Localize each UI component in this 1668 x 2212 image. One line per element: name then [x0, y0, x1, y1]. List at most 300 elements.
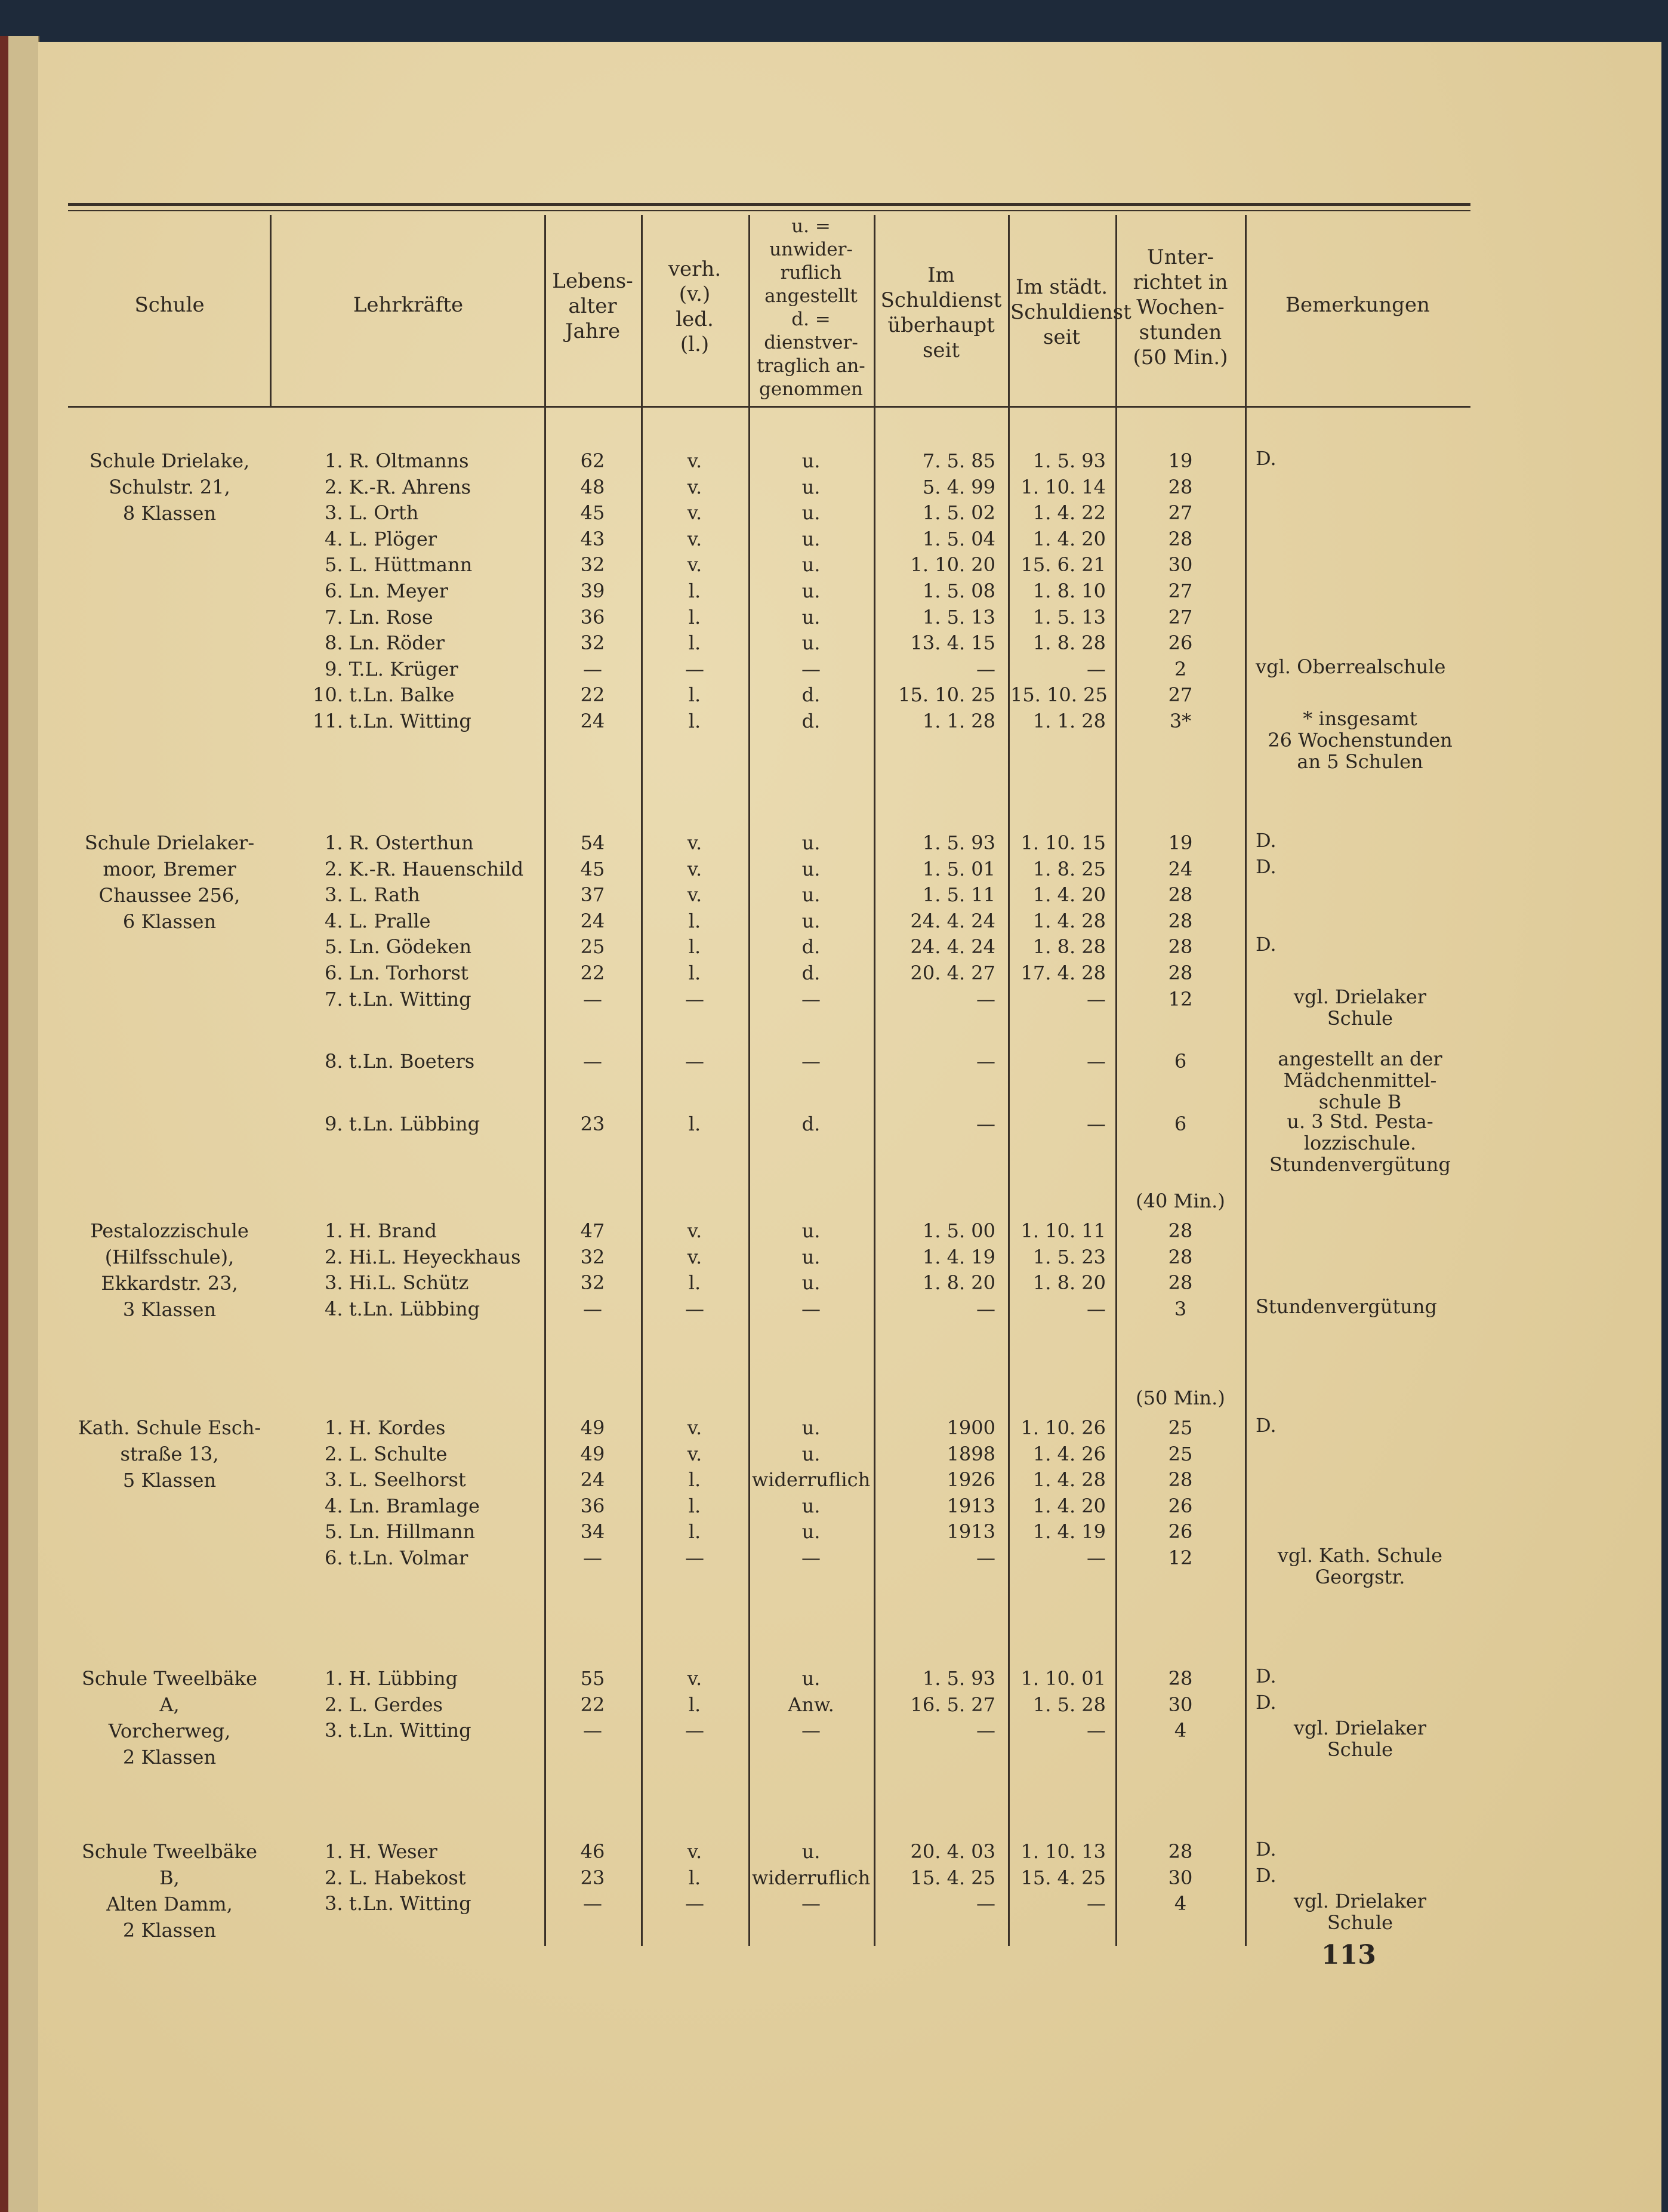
cell-h: 4 [1174, 1719, 1187, 1742]
column-divider [874, 215, 875, 1946]
cell-v: — [685, 1297, 704, 1320]
cell-d2: 1. 5. 93 [1032, 449, 1106, 472]
cell-a: 32 [580, 1271, 605, 1295]
remark: Stundenvergütung [1256, 1295, 1437, 1318]
cell-a: — [583, 1050, 602, 1073]
cell-s: u. [801, 831, 821, 854]
cell-d1: — [976, 1050, 995, 1073]
cell-d2: 1. 8. 20 [1032, 1271, 1106, 1295]
cell-h: 19 [1168, 449, 1193, 472]
teacher-name: 5. Ln. Gödeken [325, 935, 472, 959]
cell-d2: 1. 10. 26 [1020, 1416, 1106, 1439]
cell-d2: 1. 5. 23 [1032, 1245, 1106, 1268]
remark: D. [1256, 1838, 1277, 1860]
cell-v: — [685, 1546, 704, 1569]
book-page [38, 42, 1661, 2212]
cell-a: 25 [580, 935, 605, 959]
teacher-name: 6. Ln. Meyer [325, 580, 448, 602]
cell-h: 2 [1174, 657, 1187, 680]
cell-h: 30 [1168, 553, 1193, 577]
remark: D. [1256, 855, 1277, 878]
teacher-name: 5. L. Hüttmann [325, 553, 473, 577]
cell-h: 28 [1168, 1840, 1193, 1863]
header-lebensalter: Lebens- alter Jahre [552, 269, 633, 343]
cell-v: v. [687, 475, 702, 498]
cell-s: u. [801, 475, 821, 498]
school-name: Schule Drielake, Schulstr. 21, 8 Klassen [89, 449, 250, 525]
cell-v: v. [687, 857, 702, 880]
column-divider [1245, 215, 1247, 1946]
remark: D. [1256, 1863, 1277, 1887]
column-divider [1008, 215, 1010, 1946]
teacher-name: 4. L. Plöger [325, 527, 437, 550]
teacher-name: 7. t.Ln. Witting [325, 987, 471, 1011]
cell-d2: 1. 4. 19 [1032, 1520, 1106, 1544]
cell-d1: 1900 [946, 1416, 995, 1439]
cell-d1: 1. 1. 28 [922, 710, 995, 732]
cell-a: 55 [580, 1667, 605, 1690]
cell-d1: 16. 5. 27 [910, 1693, 995, 1716]
teacher-name: 2. K.-R. Ahrens [325, 475, 471, 498]
cell-s: — [801, 987, 821, 1011]
remark: D. [1256, 1414, 1277, 1437]
teacher-name: 2. L. Schulte [325, 1442, 448, 1465]
cell-d2: 15. 4. 25 [1020, 1866, 1106, 1889]
cell-d2: 1. 8. 28 [1032, 935, 1106, 959]
remark: * insgesamt 26 Wochenstunden an 5 Schulen [1268, 707, 1453, 773]
cell-v: v. [687, 1840, 702, 1863]
cell-h: 26 [1168, 1520, 1193, 1544]
cell-v: l. [688, 1520, 701, 1544]
cell-s: u. [801, 1667, 821, 1690]
cell-d2: 1. 4. 28 [1032, 1468, 1106, 1492]
cell-h: 12 [1168, 987, 1193, 1011]
teacher-name: 3. L. Orth [325, 501, 419, 525]
cell-d2: — [1087, 1297, 1106, 1320]
cell-h: 28 [1168, 1667, 1193, 1690]
header-bottom-rule [68, 406, 1470, 408]
teacher-name: 8. Ln. Röder [325, 631, 445, 655]
cell-d1: — [976, 987, 995, 1011]
cell-d1: 24. 4. 24 [910, 909, 995, 932]
cell-s: u. [801, 580, 821, 602]
cell-d1: 20. 4. 27 [910, 962, 995, 984]
header-verheiratet: verh. (v.) led. (l.) [668, 257, 722, 356]
cell-s: u. [801, 1520, 821, 1544]
cell-d1: 7. 5. 85 [922, 449, 995, 472]
cell-a: 32 [580, 553, 605, 577]
cell-a: 23 [580, 1866, 605, 1889]
cell-d1: 1. 5. 13 [922, 605, 995, 629]
cell-d1: — [976, 1892, 995, 1915]
cell-h: 28 [1168, 1468, 1193, 1492]
column-divider [641, 215, 643, 1946]
cell-v: — [685, 987, 704, 1011]
cell-s: widerruflich [751, 1866, 871, 1889]
teacher-name: 3. Hi.L. Schütz [325, 1271, 469, 1295]
cell-d1: — [976, 657, 995, 680]
cell-s: u. [801, 631, 821, 655]
cell-h: 27 [1168, 501, 1193, 525]
cell-v: l. [688, 1112, 701, 1135]
header-staedt-schuldienst: Im städt. Schuldienst seit [1010, 275, 1131, 349]
cell-v: v. [687, 1442, 702, 1465]
cell-d2: 1. 10. 11 [1020, 1219, 1106, 1242]
cell-s: — [801, 1892, 821, 1915]
cell-d1: — [976, 1719, 995, 1742]
cell-s: d. [801, 1112, 821, 1135]
cell-a: 32 [580, 1245, 605, 1268]
cell-v: v. [687, 831, 702, 854]
remark: angestellt an der Mädchenmittel- schule B [1278, 1048, 1442, 1114]
teacher-name: 1. H. Lübbing [325, 1667, 458, 1690]
cell-a: — [583, 987, 602, 1011]
cell-d2: 1. 8. 28 [1032, 631, 1106, 655]
cell-v: l. [688, 605, 701, 629]
cell-d1: 1. 8. 20 [922, 1271, 995, 1295]
school-name: Schule Tweelbäke B, Alten Damm, 2 Klassen [82, 1840, 257, 1942]
cell-v: v. [687, 1219, 702, 1242]
cell-s: u. [801, 1494, 821, 1517]
cell-h: 30 [1168, 1693, 1193, 1716]
cell-d1: 1. 5. 11 [922, 883, 995, 907]
header-schule: Schule [134, 293, 205, 317]
teacher-name: 6. Ln. Torhorst [325, 962, 468, 984]
teacher-name: 4. L. Pralle [325, 909, 431, 932]
remark: vgl. Oberrealschule [1256, 655, 1446, 678]
header-top-rule-thin [68, 210, 1470, 211]
cell-d2: — [1087, 1892, 1106, 1915]
cell-h: 24 [1168, 857, 1193, 880]
remark: D. [1256, 829, 1277, 852]
cell-d1: 1. 5. 04 [922, 527, 995, 550]
cell-v: l. [688, 935, 701, 959]
cell-h: 28 [1168, 962, 1193, 984]
cell-s: — [801, 657, 821, 680]
remark: D. [1256, 1665, 1277, 1687]
header-wochenstunden: Unter- richtet in Wochen- stunden (50 Min.) [1133, 245, 1228, 369]
cell-v: v. [687, 527, 702, 550]
teacher-name: 2. K.-R. Hauenschild [325, 857, 524, 880]
cell-d2: 1. 5. 13 [1032, 605, 1106, 629]
cell-h: 28 [1168, 1245, 1193, 1268]
cell-a: — [583, 1719, 602, 1742]
teacher-name: 1. H. Brand [325, 1219, 437, 1242]
cell-a: 49 [580, 1442, 605, 1465]
cell-h: 4 [1174, 1892, 1187, 1915]
cell-a: 54 [580, 831, 605, 854]
cell-d2: — [1087, 657, 1106, 680]
cell-d1: — [976, 1297, 995, 1320]
teacher-name: 6. t.Ln. Volmar [325, 1546, 468, 1569]
teacher-name: 3. t.Ln. Witting [325, 1719, 471, 1742]
cell-s: u. [801, 449, 821, 472]
cell-v: v. [687, 501, 702, 525]
teacher-name: 5. Ln. Hillmann [325, 1520, 476, 1544]
cell-d2: 1. 4. 20 [1032, 527, 1106, 550]
cell-v: l. [688, 1494, 701, 1517]
cell-v: l. [688, 710, 701, 732]
cell-d2: 1. 4. 20 [1032, 883, 1106, 907]
cell-s: u. [801, 1219, 821, 1242]
cell-d1: — [976, 1112, 995, 1135]
cell-v: l. [688, 1866, 701, 1889]
cell-d2: 1. 1. 28 [1032, 710, 1106, 732]
remark: D. [1256, 447, 1277, 470]
teacher-name: 1. H. Kordes [325, 1416, 446, 1439]
cell-s: u. [801, 857, 821, 880]
teacher-name: 1. H. Weser [325, 1840, 437, 1863]
remark: D. [1256, 933, 1277, 956]
cell-h: 27 [1168, 605, 1193, 629]
cell-d2: — [1087, 987, 1106, 1011]
cell-s: u. [801, 501, 821, 525]
cell-s: d. [801, 962, 821, 984]
cell-a: 22 [580, 962, 605, 984]
cell-v: l. [688, 909, 701, 932]
cell-h: 28 [1168, 527, 1193, 550]
cell-a: 43 [580, 527, 605, 550]
cell-d2: 1. 10. 14 [1020, 475, 1106, 498]
cell-d1: 1913 [946, 1520, 995, 1544]
cell-h: 6 [1174, 1112, 1187, 1135]
page-number: 113 [1321, 1940, 1376, 1970]
teacher-name: 8. t.Ln. Boeters [325, 1050, 475, 1073]
cell-d1: 1. 5. 08 [922, 580, 995, 602]
cell-d1: 13. 4. 15 [910, 631, 995, 655]
cell-d1: — [976, 1546, 995, 1569]
cell-d2: — [1087, 1112, 1106, 1135]
cell-v: v. [687, 1416, 702, 1439]
header-bemerkungen: Bemerkungen [1285, 293, 1430, 317]
cell-v: — [685, 1050, 704, 1073]
previous-page-edge [8, 36, 39, 2212]
cell-d2: 1. 8. 25 [1032, 857, 1106, 880]
teacher-name: 11. t.Ln. Witting [313, 710, 471, 732]
cell-a: 36 [580, 605, 605, 629]
teacher-name: 4. t.Ln. Lübbing [325, 1297, 480, 1320]
cell-a: 23 [580, 1112, 605, 1135]
cell-d2: 15. 6. 21 [1020, 553, 1106, 577]
header-lehrkraefte: Lehrkräfte [353, 293, 464, 317]
cell-d2: 1. 10. 15 [1020, 831, 1106, 854]
cell-a: 45 [580, 857, 605, 880]
cell-h: 19 [1168, 831, 1193, 854]
cell-d2: 1. 4. 28 [1032, 909, 1106, 932]
cell-a: 22 [580, 683, 605, 707]
teacher-name: 3. t.Ln. Witting [325, 1892, 471, 1915]
cell-h: 3* [1169, 710, 1192, 732]
cell-a: 39 [580, 580, 605, 602]
cell-d1: 1. 5. 00 [922, 1219, 995, 1242]
cell-h: 28 [1168, 935, 1193, 959]
cell-h: 25 [1168, 1416, 1193, 1439]
cell-v: — [685, 1892, 704, 1915]
cell-v: v. [687, 553, 702, 577]
cell-a: 45 [580, 501, 605, 525]
cell-d1: 1. 5. 01 [922, 857, 995, 880]
teacher-name: 4. Ln. Bramlage [325, 1494, 480, 1517]
cell-s: d. [801, 935, 821, 959]
cell-s: — [801, 1297, 821, 1320]
cell-d2: — [1087, 1546, 1106, 1569]
cell-v: v. [687, 1667, 702, 1690]
cell-v: l. [688, 631, 701, 655]
cell-a: — [583, 657, 602, 680]
cell-s: u. [801, 605, 821, 629]
cell-d2: 1. 8. 10 [1032, 580, 1106, 602]
cell-a: 62 [580, 449, 605, 472]
cell-d2: 1. 4. 20 [1032, 1494, 1106, 1517]
cell-d2: — [1087, 1719, 1106, 1742]
cell-a: — [583, 1297, 602, 1320]
cell-d1: 1. 5. 93 [922, 1667, 995, 1690]
cell-s: d. [801, 683, 821, 707]
cell-a: 34 [580, 1520, 605, 1544]
cell-d1: 1. 5. 93 [922, 831, 995, 854]
column-divider [270, 215, 272, 406]
cell-d1: 1. 5. 02 [922, 501, 995, 525]
cell-v: l. [688, 1693, 701, 1716]
teacher-name: 2. Hi.L. Heyeckhaus [325, 1245, 521, 1268]
remark: u. 3 Std. Pesta- lozzischule. Stundenvergütung [1269, 1110, 1451, 1176]
cell-v: — [685, 657, 704, 680]
cell-v: l. [688, 1468, 701, 1492]
cell-h: 27 [1168, 580, 1193, 602]
cell-s: d. [801, 710, 821, 732]
teacher-name: 9. T.L. Krüger [325, 657, 458, 680]
header-top-rule [68, 203, 1470, 206]
cell-h: 3 [1174, 1297, 1187, 1320]
cell-a: 36 [580, 1494, 605, 1517]
cell-d1: 1. 4. 19 [922, 1245, 995, 1268]
teacher-name: 2. L. Habekost [325, 1866, 466, 1889]
cell-v: l. [688, 580, 701, 602]
cell-d1: 5. 4. 99 [922, 475, 995, 498]
teacher-name: 3. L. Rath [325, 883, 420, 907]
teacher-name: 7. Ln. Rose [325, 605, 433, 629]
teacher-name: 2. L. Gerdes [325, 1693, 443, 1716]
remark: vgl. Drielaker Schule [1293, 1890, 1427, 1934]
cell-a: 22 [580, 1693, 605, 1716]
cell-s: — [801, 1546, 821, 1569]
cell-a: 37 [580, 883, 605, 907]
school-name: Kath. Schule Esch- straße 13, 5 Klassen [78, 1416, 261, 1492]
cell-d2: 1. 10. 13 [1020, 1840, 1106, 1863]
cell-s: — [801, 1050, 821, 1073]
cell-d1: 1926 [946, 1468, 995, 1492]
cell-v: l. [688, 1271, 701, 1295]
cell-s: widerruflich [751, 1468, 871, 1492]
cell-a: 49 [580, 1416, 605, 1439]
teacher-name: 1. R. Osterthun [325, 831, 474, 854]
school-name: Schule Drielaker- moor, Bremer Chaussee 256, 6 Klassen [84, 831, 255, 933]
cell-d1: 20. 4. 03 [910, 1840, 995, 1863]
cell-v: — [685, 1719, 704, 1742]
minutes-note: (40 Min.) [1136, 1190, 1225, 1212]
cell-s: u. [801, 1245, 821, 1268]
cell-a: 48 [580, 475, 605, 498]
cell-s: u. [801, 883, 821, 907]
cell-v: l. [688, 962, 701, 984]
cell-s: u. [801, 1271, 821, 1295]
cell-a: — [583, 1892, 602, 1915]
cell-s: u. [801, 527, 821, 550]
cell-s: u. [801, 553, 821, 577]
cell-v: l. [688, 683, 701, 707]
cell-h: 28 [1168, 475, 1193, 498]
cell-d2: 17. 4. 28 [1020, 962, 1106, 984]
school-name: Schule Tweelbäke A, Vorcherweg, 2 Klassen [82, 1667, 257, 1769]
cell-h: 27 [1168, 683, 1193, 707]
cell-d1: 15. 4. 25 [910, 1866, 995, 1889]
cell-s: u. [801, 1416, 821, 1439]
cell-d2: 1. 10. 01 [1020, 1667, 1106, 1690]
cell-a: — [583, 1546, 602, 1569]
book-binding [0, 36, 8, 2212]
cell-d2: 1. 5. 28 [1032, 1693, 1106, 1716]
cell-a: 24 [580, 1468, 605, 1492]
cell-h: 12 [1168, 1546, 1193, 1569]
minutes-note: (50 Min.) [1136, 1387, 1225, 1409]
cell-d1: 15. 10. 25 [898, 683, 995, 707]
remark: D. [1256, 1690, 1277, 1714]
cell-h: 28 [1168, 1219, 1193, 1242]
cell-a: 46 [580, 1840, 605, 1863]
cell-v: v. [687, 883, 702, 907]
cell-h: 26 [1168, 631, 1193, 655]
remark: vgl. Kath. Schule Georgstr. [1277, 1544, 1443, 1588]
cell-d1: 1898 [946, 1442, 995, 1465]
cell-a: 24 [580, 909, 605, 932]
cell-s: u. [801, 909, 821, 932]
cell-h: 28 [1168, 883, 1193, 907]
cell-d1: 1. 10. 20 [910, 553, 995, 577]
remark: vgl. Drielaker Schule [1293, 985, 1427, 1030]
cell-s: — [801, 1719, 821, 1742]
cell-h: 6 [1174, 1050, 1187, 1073]
cell-d2: 1. 4. 26 [1032, 1442, 1106, 1465]
cell-h: 26 [1168, 1494, 1193, 1517]
cell-v: v. [687, 1245, 702, 1268]
cell-d1: 24. 4. 24 [910, 935, 995, 959]
cell-h: 25 [1168, 1442, 1193, 1465]
cell-s: Anw. [788, 1693, 834, 1716]
teacher-name: 3. L. Seelhorst [325, 1468, 466, 1492]
column-divider [1115, 215, 1117, 1946]
header-schuldienst: Im Schuldienst überhaupt seit [880, 263, 1002, 362]
cell-a: 47 [580, 1219, 605, 1242]
column-divider [748, 215, 750, 1946]
cell-s: u. [801, 1840, 821, 1863]
cell-v: v. [687, 449, 702, 472]
cell-h: 30 [1168, 1866, 1193, 1889]
cell-h: 28 [1168, 1271, 1193, 1295]
cell-a: 32 [580, 631, 605, 655]
cell-h: 28 [1168, 909, 1193, 932]
cell-s: u. [801, 1442, 821, 1465]
cell-d2: 15. 10. 25 [1010, 683, 1108, 707]
teacher-name: 10. t.Ln. Balke [313, 683, 455, 707]
cell-d1: 1913 [946, 1494, 995, 1517]
cell-a: 24 [580, 710, 605, 732]
school-name: Pestalozzischule (Hilfsschule), Ekkardstr. 23, 3 Klassen [90, 1219, 249, 1321]
column-divider [544, 215, 546, 1946]
header-anstellung: u. = unwider- ruflich angestellt d. = dienstver- traglich an- genommen [757, 215, 865, 400]
cell-d2: 1. 4. 22 [1032, 501, 1106, 525]
teacher-name: 9. t.Ln. Lübbing [325, 1112, 480, 1135]
cell-d2: — [1087, 1050, 1106, 1073]
